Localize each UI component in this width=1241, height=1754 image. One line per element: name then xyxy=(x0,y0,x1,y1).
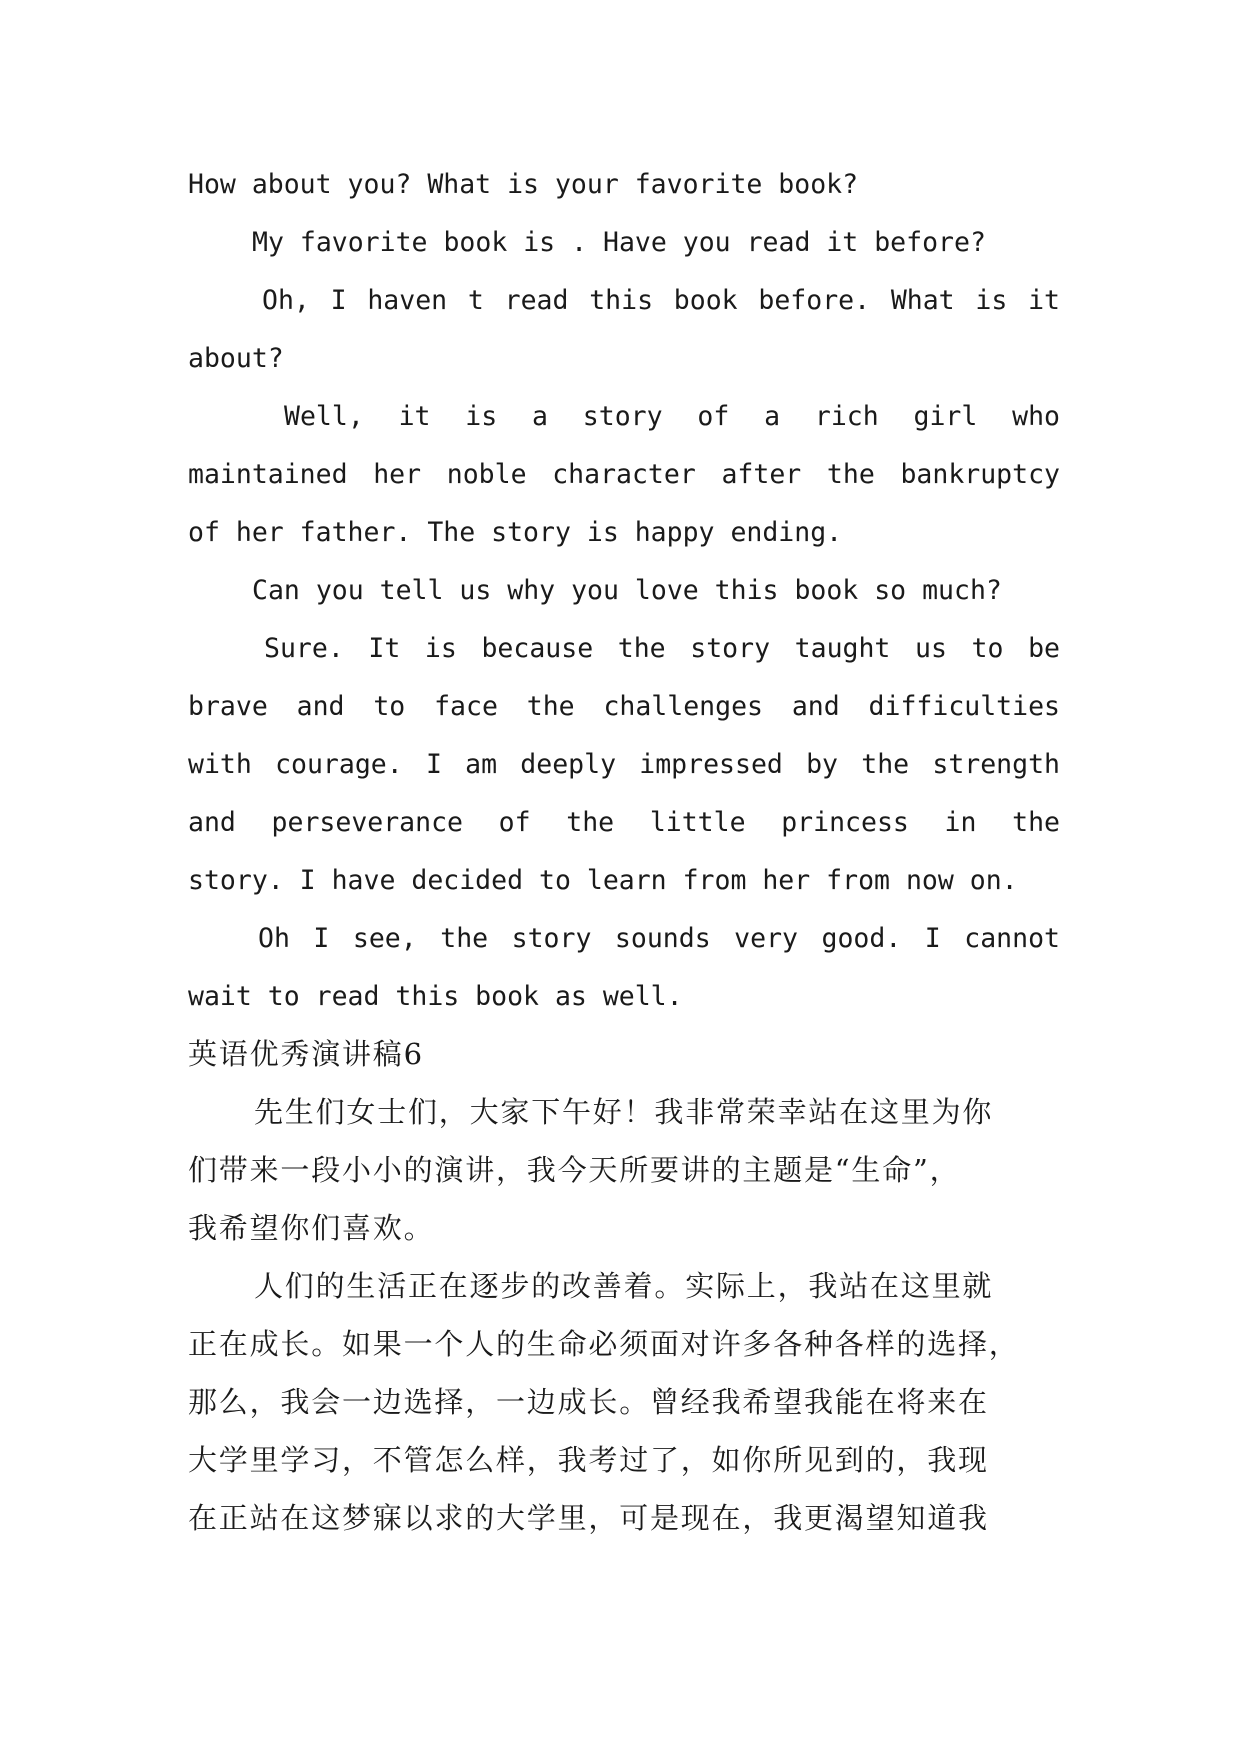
text-line: about? xyxy=(188,343,284,374)
text-line: Sure. It is because the story taught us to be xyxy=(264,636,1060,664)
text-line: of her father. The story is happy ending. xyxy=(188,517,843,548)
text-line: 人们的生活正在逐步的改善着。实际上，我站在这里就 xyxy=(254,1269,994,1303)
text-line: Oh I see, the story sounds very good. I cannot xyxy=(258,926,1060,954)
text-line: Well, it is a story of a rich girl who xyxy=(284,404,1060,432)
text-line: wait to read this book as well. xyxy=(188,981,683,1012)
text-line: with courage. I am deeply impressed by the strength xyxy=(188,752,1060,780)
text-line: 大学里学习，不管怎么样，我考过了，如你所见到的，我现 xyxy=(188,1443,989,1477)
text-line: maintained her noble character after the bankruptcy xyxy=(188,462,1060,490)
text-line: Can you tell us why you love this book so much? xyxy=(252,575,1002,606)
text-line: Oh, I haven t read this book before. What is it xyxy=(262,288,1060,316)
text-line: 先生们女士们，大家下午好！我非常荣幸站在这里为你 xyxy=(254,1095,994,1129)
text-line: brave and to face the challenges and difficulties xyxy=(188,694,1060,722)
section-heading: 英语优秀演讲稿6 xyxy=(188,1037,424,1071)
text-line: and perseverance of the little princess in the xyxy=(188,810,1060,838)
text-line: story. I have decided to learn from her from now on. xyxy=(188,865,1018,896)
text-line: 在正站在这梦寐以求的大学里，可是现在，我更渴望知道我 xyxy=(188,1501,989,1535)
text-line: 正在成长。如果一个人的生命必须面对许多各种各样的选择， xyxy=(188,1327,1020,1361)
text-line: How about you? What is your favorite book? xyxy=(188,169,859,200)
text-line: My favorite book is . Have you read it before? xyxy=(252,227,986,258)
text-line: 们带来一段小小的演讲，我今天所要讲的主题是“生命”， xyxy=(188,1153,961,1187)
text-line: 那么，我会一边选择，一边成长。曾经我希望我能在将来在 xyxy=(188,1385,989,1419)
text-line: 我希望你们喜欢。 xyxy=(188,1211,435,1245)
